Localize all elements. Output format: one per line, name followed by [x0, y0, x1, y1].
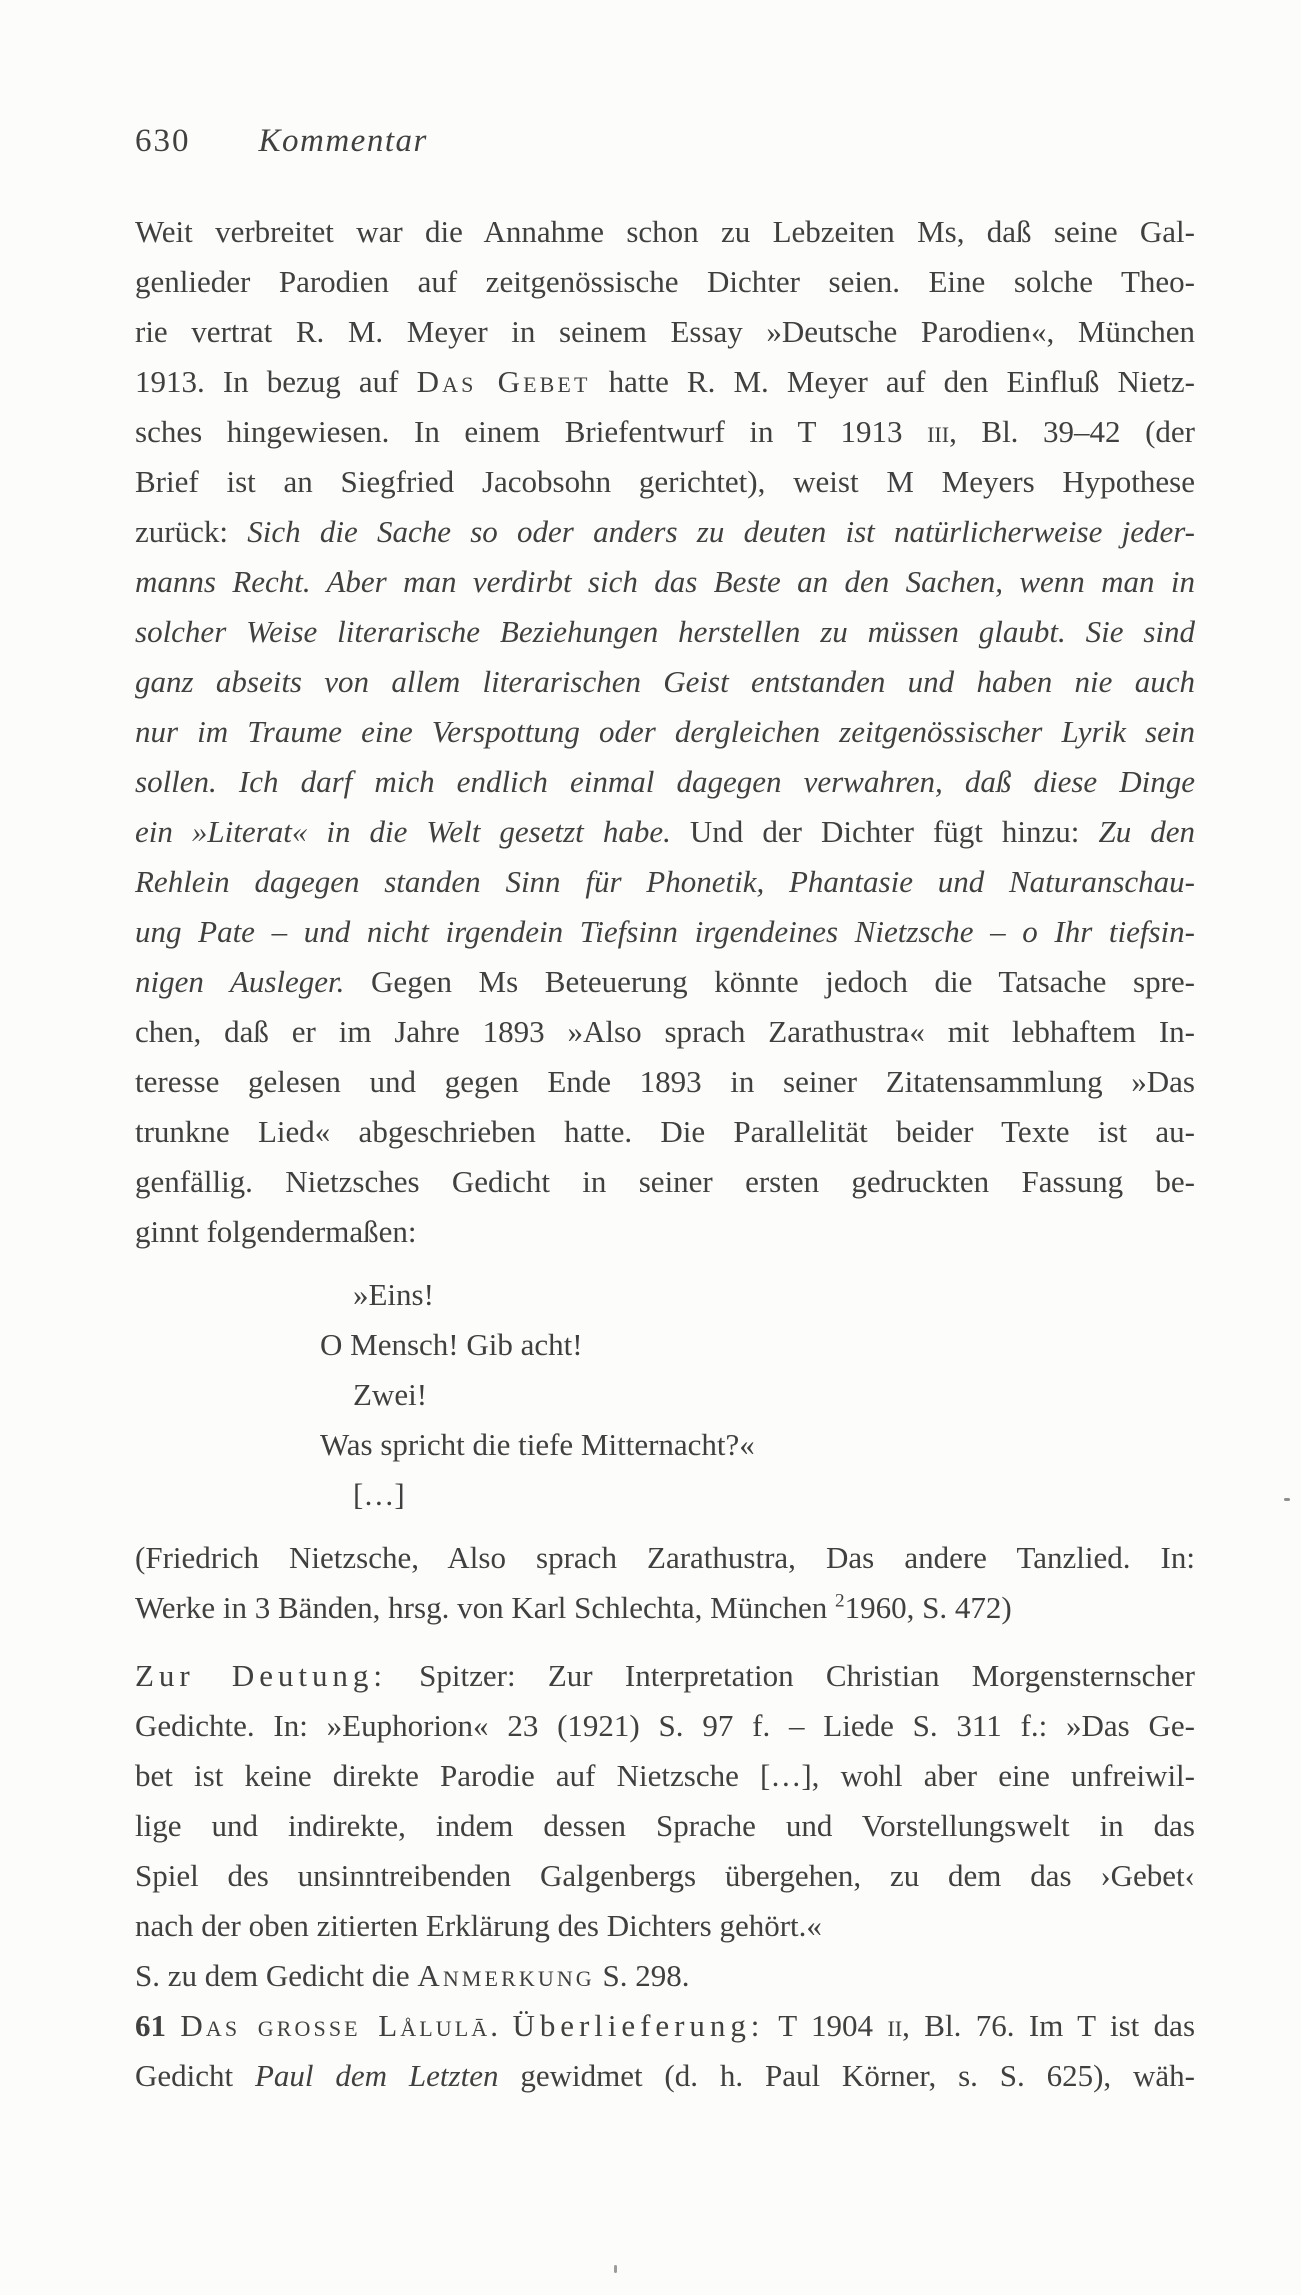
text-line: nigen Ausleger. Gegen Ms Beteuerung könnte jedoch die Tatsache spre- [135, 964, 1195, 999]
text-line: Spiel des unsinntreibenden Galgenbergs übergehen, zu dem das ›Gebet‹ [135, 1858, 1195, 1893]
text-line: 61 Das grosse Lålulā. Überlieferung: T 1904 ii, Bl. 76. Im T ist das [135, 2008, 1196, 2043]
running-head: Kommentar [258, 123, 428, 159]
text-line: Zur Deutung: Spitzer: Zur Interpretation Christian Morgensternscher [135, 1658, 1196, 1693]
text-line: sollen. Ich darf mich endlich einmal dagegen verwahren, daß diese Dinge [135, 764, 1195, 799]
text-line: Was spricht die tiefe Mitternacht?« [320, 1427, 755, 1462]
text-line: »Eins! [353, 1277, 434, 1312]
text-line: Brief ist an Siegfried Jacobsohn gerichtet), weist M Meyers Hypothese [135, 464, 1195, 499]
text-line: manns Recht. Aber man verdirbt sich das Beste an den Sachen, wenn man in [135, 564, 1195, 599]
text-line: ein »Literat« in die Welt gesetzt habe. Und der Dichter fügt hinzu: Zu den [135, 814, 1195, 849]
paragraph-intro [135, 207, 1195, 1257]
scan-speck [1284, 1498, 1290, 1501]
text-line: Gedicht Paul dem Letzten gewidmet (d. h. Paul Körner, s. S. 625), wäh- [135, 2058, 1195, 2093]
text-line: nur im Traume eine Verspottung oder dergleichen zeitgenössischer Lyrik sein [135, 714, 1195, 749]
text-line: Werke in 3 Bänden, hrsg. von Karl Schlechta, München $^2$1960, S. 472) [135, 1590, 1012, 1625]
text-line: teresse gelesen und gegen Ende 1893 in seiner Zitatensammlung »Das [135, 1064, 1195, 1099]
text-line: Gedichte. In: »Euphorion« 23 (1921) S. 97 f. – Liede S. 311 f.: »Das Ge- [135, 1708, 1195, 1743]
text-line: solcher Weise literarische Beziehungen herstellen zu müssen glaubt. Sie sind [135, 614, 1195, 649]
text-line: (Friedrich Nietzsche, Also sprach Zarathustra, Das andere Tanzlied. In: [135, 1540, 1195, 1575]
text-line: sches hingewiesen. In einem Briefentwurf in T 1913 iii, Bl. 39–42 (der [135, 414, 1195, 449]
text-line: ginnt folgendermaßen: [135, 1214, 417, 1249]
text-line: nach der oben zitierten Erklärung des Dichters gehört.« [135, 1908, 822, 1943]
page-number: 630 [135, 123, 191, 159]
interpretation-and-entry [135, 1651, 1195, 2101]
text-line: rie vertrat R. M. Meyer in seinem Essay »Deutsche Parodien«, München [135, 314, 1195, 349]
text-line: […] [353, 1477, 405, 1512]
text-line: genlieder Parodien auf zeitgenössische Dichter seien. Eine solche Theo- [135, 264, 1195, 299]
text-line: S. zu dem Gedicht die Anmerkung S. 298. [135, 1958, 690, 1993]
poem-quote [135, 1270, 1195, 1520]
text-line: Zwei! [353, 1377, 428, 1412]
page-header [135, 116, 428, 166]
text-line: chen, daß er im Jahre 1893 »Also sprach Zarathustra« mit lebhaftem In- [135, 1014, 1195, 1049]
text-line: Weit verbreitet war die Annahme schon zu Lebzeiten Ms, daß seine Gal- [135, 214, 1195, 249]
text-line: zurück: Sich die Sache so oder anders zu deuten ist natürlicherweise jeder- [135, 514, 1195, 549]
scan-speck [614, 2265, 617, 2273]
text-line: 1913. In bezug auf Das Gebet hatte R. M. Meyer auf den Einfluß Nietz- [135, 364, 1195, 399]
text-line: genfällig. Nietzsches Gedicht in seiner ersten gedruckten Fassung be- [135, 1164, 1195, 1199]
source-citation [135, 1533, 1195, 1633]
text-line: ung Pate – und nicht irgendein Tiefsinn irgendeines Nietzsche – o Ihr tiefsin- [135, 914, 1195, 949]
text-body [135, 182, 1195, 2101]
text-line: O Mensch! Gib acht! [320, 1327, 583, 1362]
text-line: trunkne Lied« abgeschrieben hatte. Die Parallelität beider Texte ist au- [135, 1114, 1195, 1149]
text-line: Rehlein dagegen standen Sinn für Phonetik, Phantasie und Naturanschau- [135, 864, 1195, 899]
text-line: ganz abseits von allem literarischen Geist entstanden und haben nie auch [135, 664, 1195, 699]
text-line: bet ist keine direkte Parodie auf Nietzsche […], wohl aber eine unfreiwil- [135, 1758, 1195, 1793]
text-line: lige und indirekte, indem dessen Sprache und Vorstellungswelt in das [135, 1808, 1195, 1843]
